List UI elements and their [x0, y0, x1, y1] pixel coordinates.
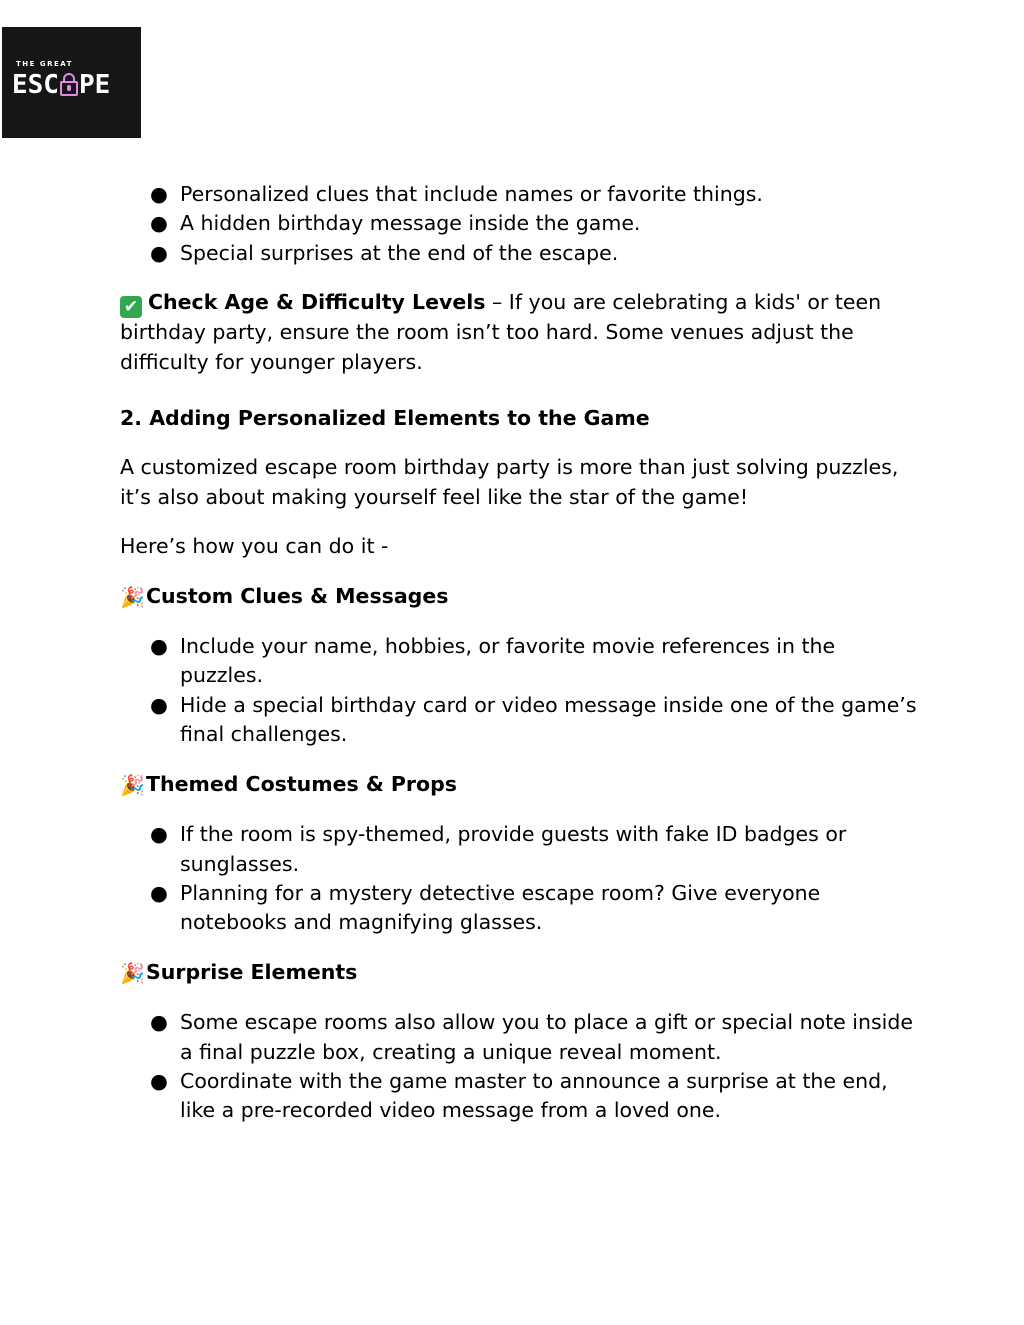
surprise-list	[120, 1008, 920, 1126]
age-check-title: Check Age & Difficulty Levels	[148, 290, 486, 315]
bullet-icon: ●	[150, 822, 168, 847]
brand-logo	[2, 27, 141, 138]
party-popper-icon: 🎉	[120, 772, 145, 797]
bullet-icon: ●	[150, 1010, 168, 1035]
list-item: ● Personalized clues that include names or favorite things.	[180, 180, 920, 209]
age-check-text: – If you are celebrating a kids' or teen birthday party, ensure the room isn’t too hard. Some venues adjust the difficulty for younger players.	[120, 290, 882, 374]
list-item: ● Hide a special birthday card or video message inside one of the game’s final challenges.	[150, 692, 917, 747]
padlock-icon	[60, 73, 78, 95]
list-item: ● Include your name, hobbies, or favorite movie references in the puzzles.	[150, 634, 836, 688]
document-body	[120, 178, 920, 1126]
list-item: ● Special surprises at the end of the escape.	[180, 239, 920, 268]
age-check-paragraph	[120, 288, 920, 377]
list-item: ● A hidden birthday message inside the game.	[180, 209, 920, 238]
bullet-icon: ●	[150, 211, 168, 236]
section-howto: Here’s how you can do it -	[120, 534, 389, 559]
bullet-icon: ●	[150, 634, 168, 659]
party-popper-icon: 🎉	[120, 584, 145, 609]
intro-bullet-list	[120, 180, 920, 268]
bullet-icon: ●	[150, 692, 168, 717]
bullet-icon: ●	[150, 880, 168, 905]
logo-tagline: THE GREAT	[16, 60, 73, 68]
logo-wordmark-right: PE	[78, 70, 111, 100]
list-item: ● Some escape rooms also allow you to place a gift or special note inside a final puzzle box, creating a unique reveal moment.	[150, 1010, 913, 1064]
logo-wordmark-left: ESC	[12, 70, 59, 100]
list-item: ● Planning for a mystery detective escape room? Give everyone notebooks and magnifying glasses.	[150, 880, 821, 935]
section-intro: A customized escape room birthday party is more than just solving puzzles, it’s also about making yourself feel like the star of the game!	[120, 455, 899, 509]
subsection-heading-surprise: 🎉Surprise Elements	[120, 958, 920, 988]
subsection-heading-custom-clues: 🎉Custom Clues & Messages	[120, 582, 920, 612]
bullet-icon: ●	[150, 182, 168, 206]
costumes-list	[120, 820, 920, 938]
custom-clues-list	[120, 632, 920, 750]
check-mark-icon: ✔	[120, 296, 142, 318]
bullet-icon: ●	[150, 1068, 168, 1093]
section-heading: 2. Adding Personalized Elements to the Game	[120, 406, 650, 431]
subsection-heading-costumes: 🎉Themed Costumes & Props	[120, 770, 920, 800]
list-item: ● Coordinate with the game master to announce a surprise at the end, like a pre-recorded video message from a loved one.	[150, 1068, 888, 1123]
party-popper-icon: 🎉	[120, 960, 145, 985]
list-item: ● If the room is spy-themed, provide guests with fake ID badges or sunglasses.	[150, 822, 847, 876]
logo-wordmark	[12, 70, 137, 100]
bullet-icon: ●	[150, 240, 168, 265]
